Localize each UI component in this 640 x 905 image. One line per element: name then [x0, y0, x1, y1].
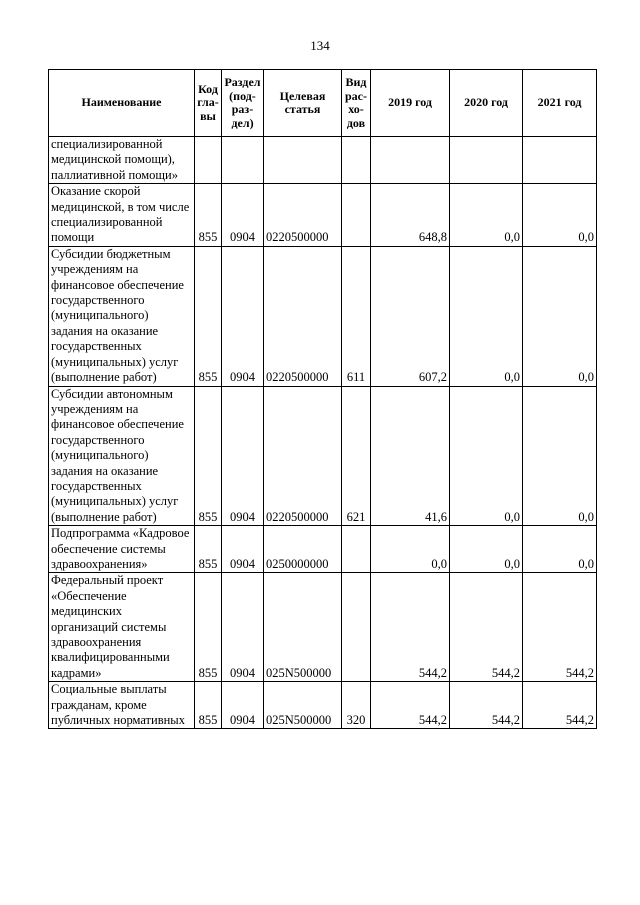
cell-year-2019	[371, 137, 450, 184]
table-header-row	[49, 70, 597, 137]
header-year-2019: 2019 год	[371, 70, 450, 137]
cell-name: Оказание скорой медицинской, в том числе специализированной помощи	[49, 184, 195, 247]
cell-year-2019: 0,0	[371, 526, 450, 573]
cell-section: 0904	[222, 386, 264, 526]
cell-section: 0904	[222, 246, 264, 386]
cell-year-2021: 544,2	[523, 682, 597, 729]
cell-target-article: 0220500000	[264, 184, 342, 247]
cell-section	[222, 137, 264, 184]
table-row	[49, 386, 597, 526]
cell-year-2020: 0,0	[450, 386, 523, 526]
cell-expense-type: 621	[342, 386, 371, 526]
header-target-article: Целевая статья	[264, 70, 342, 137]
cell-year-2019: 544,2	[371, 573, 450, 682]
cell-name: Подпрограмма «Кадровое обеспечение системы здравоохранения»	[49, 526, 195, 573]
cell-year-2019: 648,8	[371, 184, 450, 247]
table-row	[49, 246, 597, 386]
cell-year-2021: 544,2	[523, 573, 597, 682]
cell-year-2019: 607,2	[371, 246, 450, 386]
cell-target-article: 025N500000	[264, 573, 342, 682]
cell-expense-type: 320	[342, 682, 371, 729]
cell-section: 0904	[222, 682, 264, 729]
cell-section: 0904	[222, 573, 264, 682]
header-expense-type: Вид рас- хо- дов	[342, 70, 371, 137]
header-name: Наименование	[49, 70, 195, 137]
cell-name: Социальные выплаты гражданам, кроме публичных нормативных	[49, 682, 195, 729]
table-row	[49, 137, 597, 184]
header-year-2020: 2020 год	[450, 70, 523, 137]
cell-year-2019: 544,2	[371, 682, 450, 729]
cell-expense-type	[342, 137, 371, 184]
cell-chapter-code: 855	[195, 682, 222, 729]
cell-target-article	[264, 137, 342, 184]
cell-expense-type	[342, 526, 371, 573]
cell-year-2020	[450, 137, 523, 184]
cell-year-2021: 0,0	[523, 526, 597, 573]
cell-chapter-code: 855	[195, 246, 222, 386]
cell-target-article: 0250000000	[264, 526, 342, 573]
cell-expense-type: 611	[342, 246, 371, 386]
cell-year-2020: 544,2	[450, 573, 523, 682]
cell-target-article: 0220500000	[264, 246, 342, 386]
cell-chapter-code: 855	[195, 526, 222, 573]
cell-year-2021: 0,0	[523, 386, 597, 526]
cell-chapter-code: 855	[195, 573, 222, 682]
cell-year-2021: 0,0	[523, 246, 597, 386]
header-section: Раздел (под- раз- дел)	[222, 70, 264, 137]
cell-section: 0904	[222, 184, 264, 247]
budget-table	[48, 69, 597, 729]
cell-year-2020: 544,2	[450, 682, 523, 729]
header-year-2021: 2021 год	[523, 70, 597, 137]
cell-target-article: 0220500000	[264, 386, 342, 526]
cell-expense-type	[342, 573, 371, 682]
header-chapter-code: Код гла- вы	[195, 70, 222, 137]
table-row	[49, 526, 597, 573]
cell-year-2021	[523, 137, 597, 184]
table-row	[49, 184, 597, 247]
cell-year-2019: 41,6	[371, 386, 450, 526]
cell-target-article: 025N500000	[264, 682, 342, 729]
cell-year-2020: 0,0	[450, 184, 523, 247]
cell-section: 0904	[222, 526, 264, 573]
cell-year-2021: 0,0	[523, 184, 597, 247]
table-row	[49, 573, 597, 682]
cell-chapter-code	[195, 137, 222, 184]
cell-year-2020: 0,0	[450, 526, 523, 573]
cell-chapter-code: 855	[195, 386, 222, 526]
table-row	[49, 682, 597, 729]
cell-name: Субсидии бюджетным учреждениям на финансовое обеспечение государственного (муниципального) задания на оказание государственных (муниципальных) услуг (выполнение работ)	[49, 246, 195, 386]
cell-year-2020: 0,0	[450, 246, 523, 386]
cell-chapter-code: 855	[195, 184, 222, 247]
cell-name: Субсидии автономным учреждениям на финансовое обеспечение государственного (муниципального) задания на оказание государственных (муниципальных) услуг (выполнение работ)	[49, 386, 195, 526]
page-number: 134	[310, 38, 330, 53]
cell-expense-type	[342, 184, 371, 247]
cell-name: Федеральный проект «Обеспечение медицинских организаций системы здравоохранения квалифицированными кадрами»	[49, 573, 195, 682]
cell-name: специализированной медицинской помощи), паллиативной помощи»	[49, 137, 195, 184]
